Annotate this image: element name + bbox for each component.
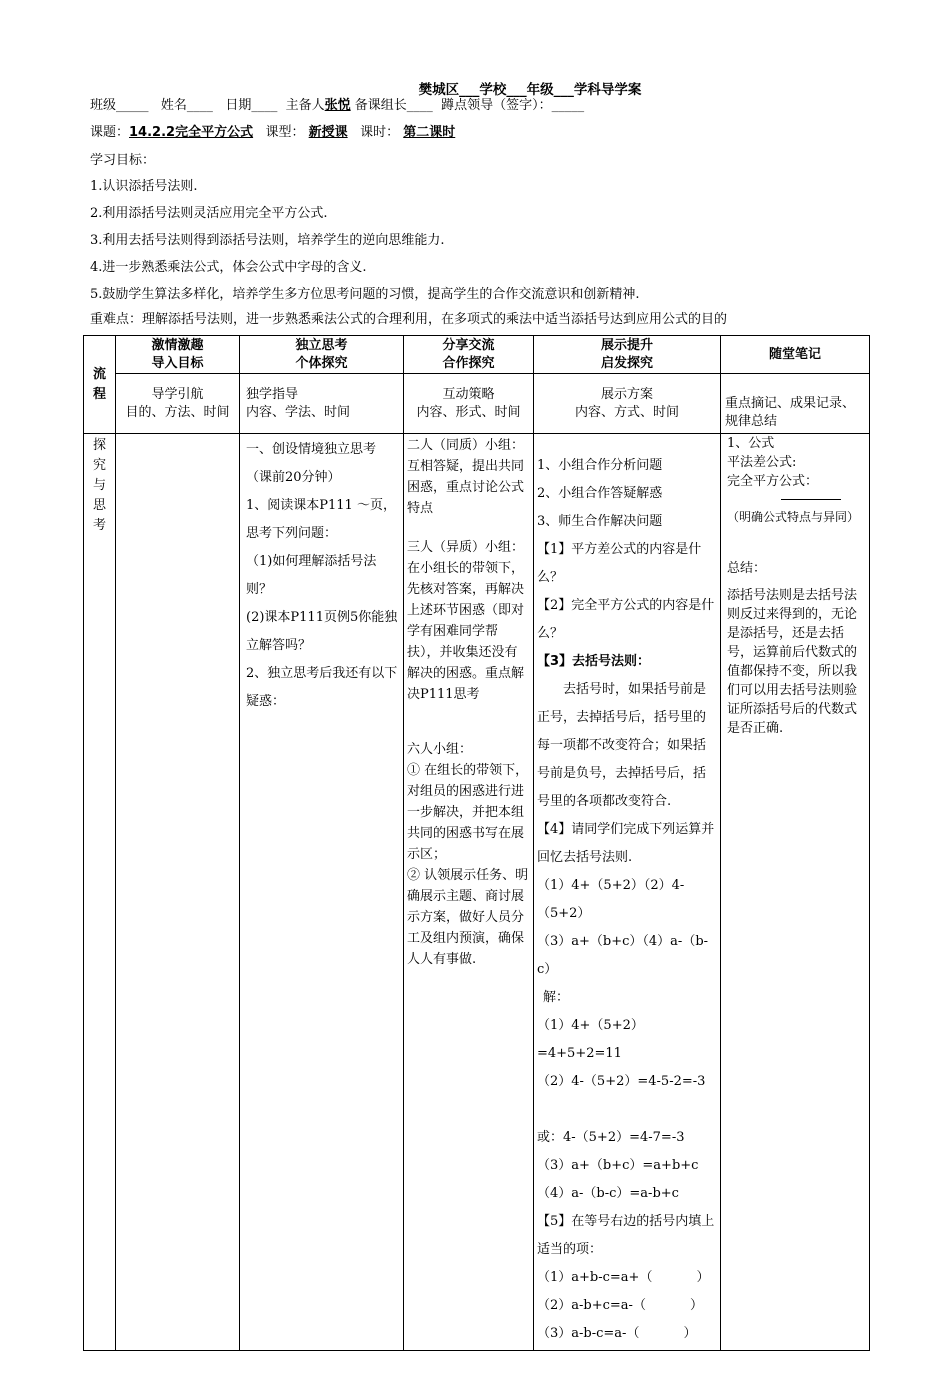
col3-header: 分享交流 合作探究 xyxy=(404,336,534,374)
period-label: 课时： xyxy=(360,125,400,140)
col3-para: ① 在组长的带领下，对组员的困惑进行进一步解决，并把本组共同的困惑书写在展示区； xyxy=(407,763,529,862)
page-title: 樊城区___学校___年级___学科导学案 xyxy=(418,82,642,98)
group-leader-field: 备课组长____ xyxy=(354,98,433,113)
col4-line: 【4】请同学们完成下列运算并回忆去括号法则. xyxy=(537,822,715,865)
col4-line: （1）a+b-c=a+（ ） xyxy=(537,1270,710,1285)
col3-para: 三人（异质）小组：在小组长的带领下，先核对答案，再解决上述环节困惑（即对学有困难同学帮扶），并收集还没有解决的困惑。重点解决P111思考 xyxy=(407,540,525,702)
blank-line xyxy=(781,491,841,500)
col4-line: （1）4+（5+2）（2）4-（5+2） xyxy=(537,878,685,921)
col4-line: 解： xyxy=(543,990,570,1005)
col2-cell xyxy=(240,434,404,1351)
topic-label: 课题： xyxy=(90,125,130,140)
notes-line: 1、公式 xyxy=(727,436,775,451)
objective-item: 2.利用添括号法则灵活应用完全平方公式. xyxy=(90,206,328,221)
col4-line: 【1】平方差公式的内容是什么？ xyxy=(537,542,702,585)
col4-line: （1）4+（5+2）=4+5+2=11 xyxy=(537,1018,644,1061)
col2-header: 独立思考 个体探究 xyxy=(240,336,404,374)
col2-line: （1)如何理解添括号法则？ xyxy=(246,554,377,597)
col2-line: （课前20分钟） xyxy=(246,470,341,485)
col3-cell xyxy=(404,434,534,1351)
objective-item: 5.鼓励学生算法多样化，培养学生多方位思考问题的习惯，提高学生的合作交流意识和创新精神. xyxy=(90,287,640,302)
col4-line: 或：4-（5+2）=4-7=-3 xyxy=(537,1130,685,1145)
notes-line: 平法差公式: xyxy=(727,455,797,470)
col4-line: 2、小组合作答疑解惑 xyxy=(537,486,663,501)
col4-line: （2）4-（5+2）=4-5-2=-3 xyxy=(537,1074,706,1089)
preparer-name: 张悦 xyxy=(324,98,351,113)
col5-subheader: 重点摘记、成果记录、规律总结 xyxy=(721,374,870,434)
notes-line: （明确公式特点与异同） xyxy=(727,510,860,524)
objective-item: 3.利用去括号法则得到添括号法则，培养学生的逆向思维能力. xyxy=(90,233,445,248)
col4-line: 去括号时，如果括号前是正号，去掉括号后，括号里的每一项都不改变符合；如果括号前是负号，去掉括号后，括号里的各项都改变符合. xyxy=(537,682,707,809)
col4-line: 【5】在等号右边的括号内填上适当的项： xyxy=(537,1214,715,1257)
info-line xyxy=(90,97,584,115)
col4-line: 【3】去括号法则： xyxy=(537,654,651,669)
supervisor-field: 蹲点领导（签字）：_____ xyxy=(441,98,585,113)
col1-header: 激情激趣 导入目标 xyxy=(116,336,240,374)
table-header-row xyxy=(84,336,870,374)
col3-para: 六人小组： xyxy=(407,742,473,757)
col4-cell xyxy=(534,434,721,1351)
col4-line: 1、小组合作分析问题 xyxy=(537,458,663,473)
objective-item: 1.认识添括号法则. xyxy=(90,179,198,194)
col1-subheader: 导学引航 目的、方法、时间 xyxy=(116,374,240,434)
col2-line: 一、创设情境独立思考 xyxy=(246,442,377,457)
date-field: 日期____ xyxy=(225,98,278,113)
objective-item: 4.进一步熟悉乘法公式，体会公式中字母的含义. xyxy=(90,260,367,275)
col4-line: 3、师生合作解决问题 xyxy=(537,514,663,529)
col1-cell xyxy=(116,434,240,1351)
class-field: 班级_____ xyxy=(90,98,149,113)
preparer-label: 主备人 xyxy=(285,98,325,113)
notes-line: 总结： xyxy=(727,561,767,576)
type-label: 课型： xyxy=(265,125,305,140)
table-subheader-row xyxy=(84,374,870,434)
topic-line xyxy=(90,124,455,142)
lesson-table xyxy=(83,335,870,1351)
notes-line: 完全平方公式： xyxy=(727,474,819,489)
table-body-row xyxy=(84,434,870,1351)
col2-line: 1、阅读课本P111 ～页，思考下列问题： xyxy=(246,498,396,541)
col4-line: （3）a-b-c=a-（ ） xyxy=(537,1326,697,1341)
col2-line: (2)课本P111页例5你能独立解答吗？ xyxy=(246,610,398,653)
topic-value: 14.2.2完全平方公式 xyxy=(129,125,254,140)
col4-line: （3）a+（b+c）（4）a-（b-c） xyxy=(537,934,709,977)
name-field: 姓名____ xyxy=(160,98,213,113)
process-header: 流程 xyxy=(84,336,116,434)
col5-cell xyxy=(721,434,870,1351)
col4-subheader: 展示方案 内容、方式、时间 xyxy=(534,374,721,434)
col3-subheader: 互动策略 内容、形式、时间 xyxy=(404,374,534,434)
notes-line: 添括号法则是去括号法则反过来得到的，无论是添括号，还是去括号，运算前后代数式的值都保持不变，所以我们可以用去括号法则验证所添括号后的代数式是否正确. xyxy=(727,588,858,736)
col4-line: （2）a-b+c=a-（ ） xyxy=(537,1298,703,1313)
col4-line: （3）a+（b+c）=a+b+c xyxy=(537,1158,699,1173)
type-value: 新授课 xyxy=(308,125,348,140)
col4-header: 展示提升 启发探究 xyxy=(534,336,721,374)
period-value: 第二课时 xyxy=(403,125,456,140)
col4-line: （4）a-（b-c）=a-b+c xyxy=(537,1186,679,1201)
objectives-label: 学习目标： xyxy=(90,153,156,168)
col5-header: 随堂笔记 xyxy=(721,336,870,374)
col2-subheader: 独学指导 内容、学法、时间 xyxy=(240,374,404,434)
stage-cell: 探究与思考 xyxy=(84,434,116,1351)
col3-para: ② 认领展示任务、明确展示主题、商讨展示方案，做好人员分工及组内预演，确保人人有事做. xyxy=(407,868,529,967)
key-points: 重难点：理解添括号法则，进一步熟悉乘法公式的合理利用，在多项式的乘法中适当添括号达到应用公式的目的 xyxy=(90,312,728,327)
col4-line: 【2】完全平方公式的内容是什么？ xyxy=(537,598,715,641)
col2-line: 2、独立思考后我还有以下疑惑： xyxy=(246,666,398,709)
col3-para: 二人（同质）小组：互相答疑，提出共同困惑，重点讨论公式特点 xyxy=(407,438,525,516)
